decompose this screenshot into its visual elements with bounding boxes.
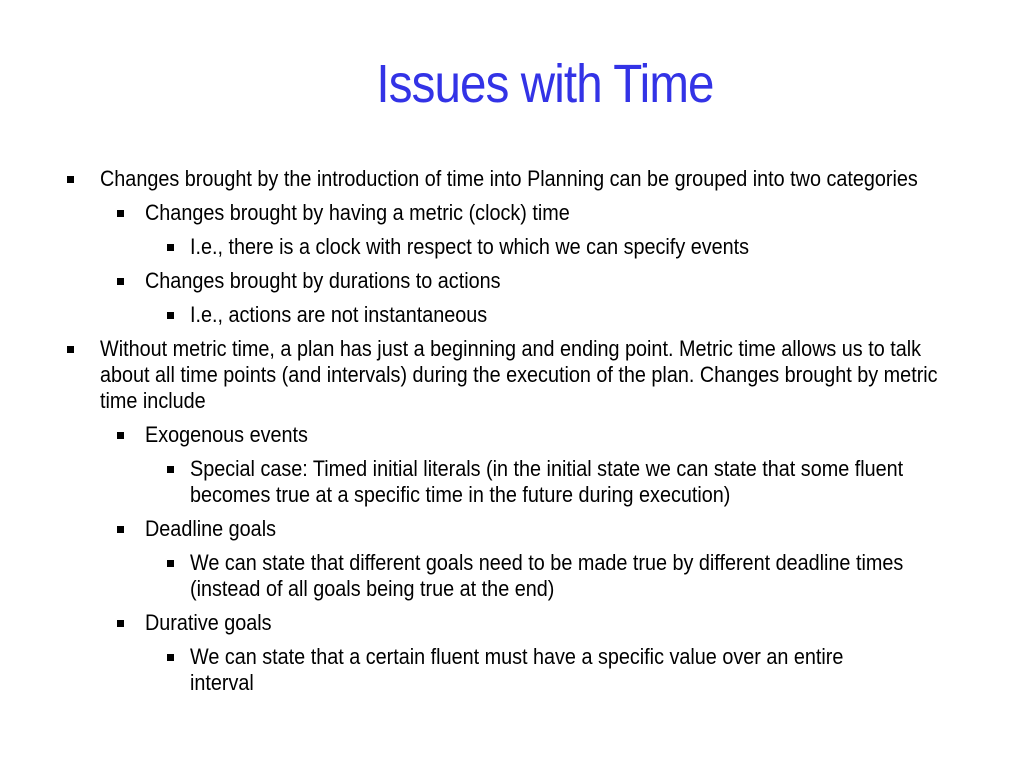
bullet-text: Special case: Timed initial literals (in the initial state we can state that some fluent becomes true at a specific time in the future during execution) <box>190 456 904 507</box>
square-bullet-icon <box>167 244 174 251</box>
square-bullet-icon <box>117 526 124 533</box>
bullet-text: Without metric time, a plan has just a beginning and ending point. Metric time allows us to talk about all time points (and intervals) during the execution of the plan. Changes brought by metric time include <box>100 336 938 413</box>
bullet-text: We can state that a certain fluent must have a specific value over an entire interval <box>190 644 844 695</box>
square-bullet-icon <box>67 346 74 353</box>
bullet-item <box>0 268 995 294</box>
square-bullet-icon <box>117 432 124 439</box>
bullet-item <box>0 234 990 260</box>
bullet-item <box>0 166 1024 192</box>
bullet-text: I.e., there is a clock with respect to which we can specify events <box>190 234 750 259</box>
bullet-text: Exogenous events <box>145 422 308 447</box>
bullet-item <box>0 550 990 602</box>
bullet-item <box>0 516 995 542</box>
bullet-text: Durative goals <box>145 610 272 635</box>
bullet-text: Deadline goals <box>145 516 276 541</box>
bullet-item <box>0 644 990 696</box>
square-bullet-icon <box>167 466 174 473</box>
square-bullet-icon <box>167 654 174 661</box>
bullet-text: Changes brought by the introduction of time into Planning can be grouped into two categories <box>100 166 918 191</box>
square-bullet-icon <box>167 560 174 567</box>
bullet-item <box>0 302 990 328</box>
bullet-text: Changes brought by having a metric (clock) time <box>145 200 570 225</box>
bullet-list <box>0 166 1024 704</box>
bullet-item <box>0 610 995 636</box>
bullet-text: I.e., actions are not instantaneous <box>190 302 488 327</box>
square-bullet-icon <box>67 176 74 183</box>
square-bullet-icon <box>117 620 124 627</box>
square-bullet-icon <box>117 278 124 285</box>
square-bullet-icon <box>167 312 174 319</box>
bullet-item <box>0 200 995 226</box>
bullet-text: We can state that different goals need to be made true by different deadline times (instead of all goals being true at the end) <box>190 550 904 601</box>
bullet-text: Changes brought by durations to actions <box>145 268 501 293</box>
bullet-item <box>0 456 990 508</box>
bullet-item <box>0 422 995 448</box>
bullet-item <box>0 336 1024 414</box>
slide-title: Issues with Time <box>376 54 714 114</box>
square-bullet-icon <box>117 210 124 217</box>
